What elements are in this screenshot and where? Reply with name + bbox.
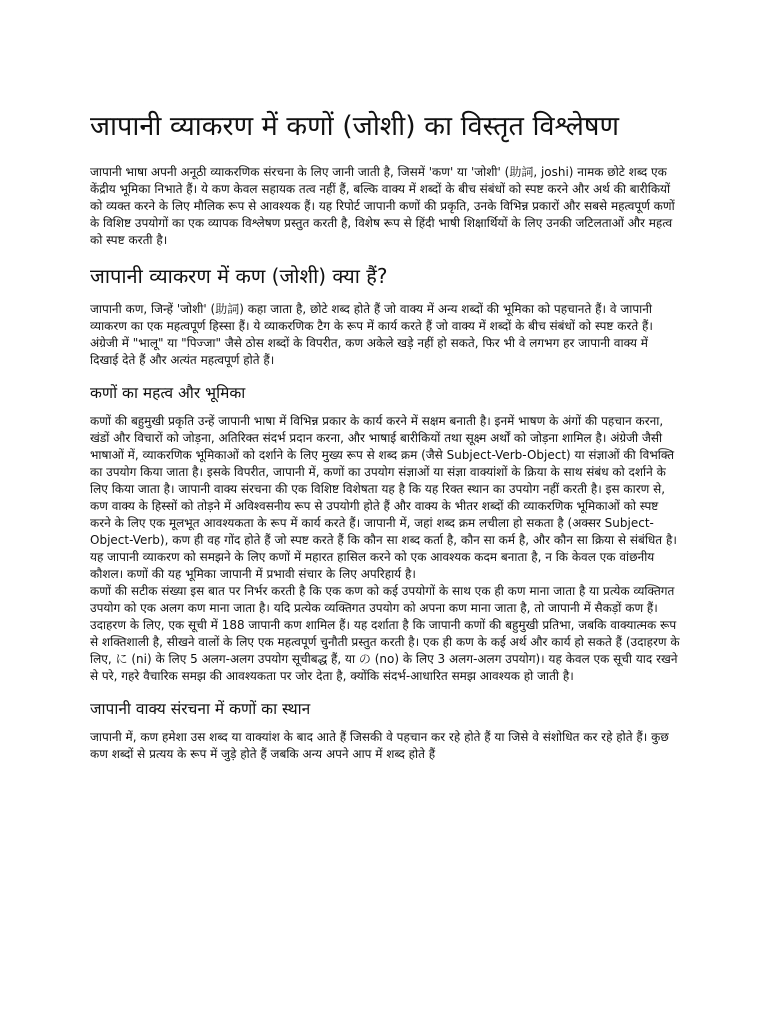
section-heading-what-are-particles: जापानी व्याकरण में कण (जोशी) क्या हैं?: [90, 264, 388, 288]
section-heading-placement: जापानी वाक्य संरचना में कणों का स्थान: [90, 700, 311, 718]
section-paragraph-importance-1: कणों की बहुमुखी प्रकृति उन्हें जापानी भाषा में विभिन्न प्रकार के कार्य करने में सक्षम बनाती है। इनमें भाषण के अंगों की पहचान करना, खंडों और विचारों को जोड़ना, अतिरिक्त संदर्भ प्रदान करना, और भाषाई बारीकियों तथा सूक्ष्म अर्थों को जोड़ना शामिल है। अंग्रेजी जैसी भाषाओं में, व्याकरणिक भूमिकाओं को दर्शाने के लिए मुख्य रूप से शब्द क्रम (जैसे Subject-Verb-Object) या संज्ञाओं की विभक्ति का उपयोग किया जाता है। इसके विपरीत, जापानी में, कणों का उपयोग संज्ञाओं या संज्ञा वाक्यांशों के क्रिया के साथ संबंध को दर्शाने के लिए किया जाता है। जापानी वाक्य संरचना की एक विशिष्ट विशेषता यह है कि यह रिक्त स्थान का उपयोग नहीं करती है। इस कारण से, कण वाक्य के हिस्सों को तोड़ने में अविश्वसनीय रूप से उपयोगी होते हैं और वाक्य के भीतर शब्दों की व्याकरणिक भूमिकाओं को स्पष्ट करने के लिए एक मूलभूत आवश्यकता के रूप में कार्य करते हैं। जापानी में, जहां शब्द क्रम लचीला हो सकता है (अक्सर Subject-Object-Verb), कण ही वह गोंद होते हैं जो स्पष्ट करते हैं कि कौन सा शब्द कर्ता है, कौन सा कर्म है, और कौन सा क्रिया से संबंधित है। यह जापानी व्याकरण को समझने के लिए कणों में महारत हासिल करने को एक आवश्यक कदम बनाता है, न कि केवल एक वांछनीय कौशल। कणों की यह भूमिका जापानी में प्रभावी संचार के लिए अपरिहार्य है।: [90, 414, 677, 581]
section-paragraph-importance-2: कणों की सटीक संख्या इस बात पर निर्भर करती है कि एक कण को कई उपयोगों के साथ एक ही कण माना जाता है या प्रत्येक व्यक्तिगत उपयोग को एक अलग कण माना जाता है। यदि प्रत्येक व्यक्तिगत उपयोग को अपना कण माना जाता है, तो जापानी में सैकड़ों कण हैं। उदाहरण के लिए, एक सूची में 188 जापानी कण शामिल हैं। यह दर्शाता है कि जापानी कणों की बहुमुखी प्रतिभा, जबकि वाक्यात्मक रूप से शक्तिशाली है, सीखने वालों के लिए एक महत्वपूर्ण चुनौती प्रस्तुत करती है। एक ही कण के कई अर्थ और कार्य हो सकते हैं (उदाहरण के लिए, に (ni) के लिए 5 अलग-अलग उपयोग सूचीबद्ध हैं, या の (no) के लिए 3 अलग-अलग उपयोग)। यह केवल एक सूची याद रखने से परे, गहरे वैचारिक समझ की आवश्यकता पर जोर देता है, क्योंकि संदर्भ-आधारित समझ आवश्यक हो जाती है।: [90, 584, 680, 683]
section-paragraph-placement: जापानी में, कण हमेशा उस शब्द या वाक्यांश के बाद आते हैं जिसकी वे पहचान कर रहे होते हैं या जिसे वे संशोधित कर रहे होते हैं। कुछ कण शब्दों से प्रत्यय के रूप में जुड़े होते हैं जबकि अन्य अपने आप में शब्द होते हैं: [90, 730, 669, 761]
intro-paragraph: जापानी भाषा अपनी अनूठी व्याकरणिक संरचना के लिए जानी जाती है, जिसमें 'कण' या 'जोशी' (助詞, joshi) नामक छोटे शब्द एक केंद्रीय भूमिका निभाते हैं। ये कण केवल सहायक तत्व नहीं हैं, बल्कि वाक्य में शब्दों के बीच संबंधों को स्पष्ट करने और अर्थ की बारीकियों को व्यक्त करने के लिए मौलिक रूप से आवश्यक हैं। यह रिपोर्ट जापानी कणों की प्रकृति, उनके विभिन्न प्रकारों और सबसे महत्वपूर्ण कणों के विशिष्ट उपयोगों का एक व्यापक विश्लेषण प्रस्तुत करती है, विशेष रूप से हिंदी भाषी शिक्षार्थियों के लिए उनकी जटिलताओं और महत्व को स्पष्ट करती है।: [90, 165, 675, 247]
document-title: जापानी व्याकरण में कणों (जोशी) का विस्तृत विश्लेषण: [90, 111, 620, 142]
section-heading-importance: कणों का महत्व और भूमिका: [90, 384, 246, 402]
section-paragraph-what-are-particles: जापानी कण, जिन्हें 'जोशी' (助詞) कहा जाता है, छोटे शब्द होते हैं जो वाक्य में अन्य शब्दों की भूमिका को पहचानते हैं। वे जापानी व्याकरण का एक महत्वपूर्ण हिस्सा हैं। ये व्याकरणिक टैग के रूप में कार्य करते हैं जो वाक्य में शब्दों के बीच संबंधों को स्पष्ट करते हैं। अंग्रेजी में "भालू" या "पिज्जा" जैसे ठोस शब्दों के विपरीत, कण अकेले खड़े नहीं हो सकते, फिर भी वे लगभग हर जापानी वाक्य में दिखाई देते हैं और अत्यंत महत्वपूर्ण होते हैं।: [90, 302, 653, 367]
document-page: [90, 108, 680, 773]
